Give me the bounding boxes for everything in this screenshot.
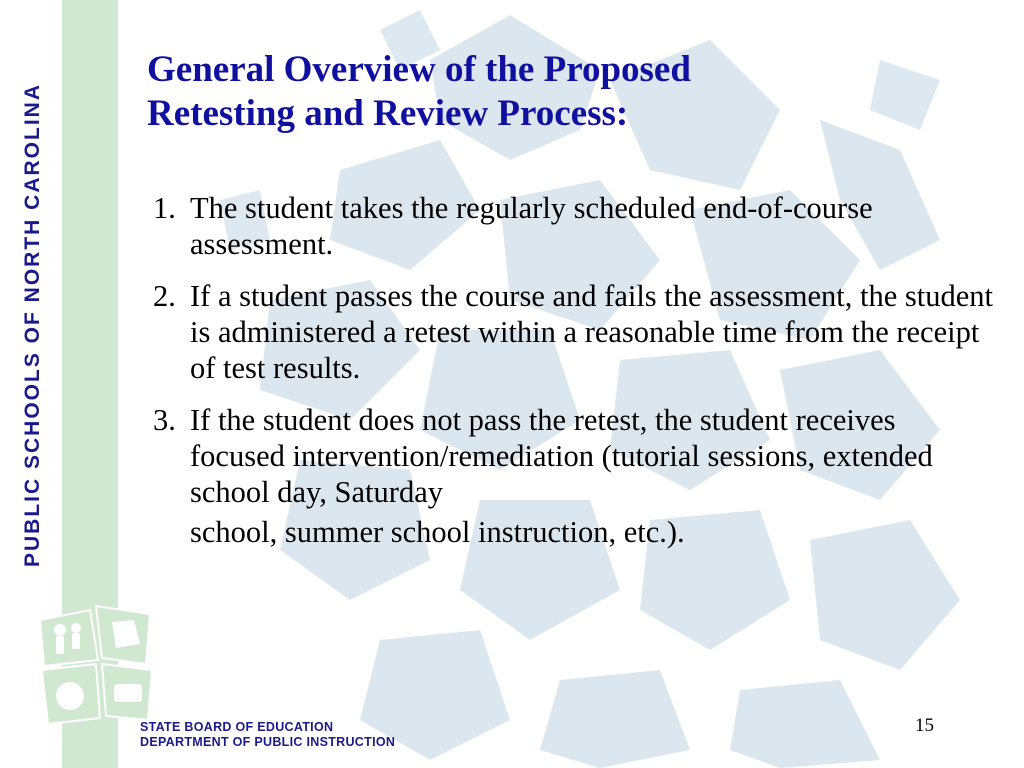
title-line-1: General Overview of the Proposed (147, 49, 691, 90)
footer-line-1: STATE BOARD OF EDUCATION (140, 720, 334, 734)
page-number: 15 (915, 715, 934, 736)
process-steps-list (153, 190, 993, 566)
step-item (153, 190, 993, 262)
step-number: 1. (153, 191, 176, 225)
footer-department (140, 720, 395, 750)
step-number: 3. (153, 403, 176, 437)
title-line-2: Retesting and Review Process: (147, 93, 629, 134)
organization-name: PUBLIC SCHOOLS OF NORTH CAROLINA (21, 83, 44, 567)
step-text: If the student does not pass the retest, the student receives focused intervention/remediation (tutorial sessions, extended school day, Saturday (190, 403, 933, 509)
slide-title (147, 48, 967, 136)
step-text: If a student passes the course and fails the assessment, the student is administered a retest within a reasonable time from the receipt of test results. (190, 279, 993, 385)
step-item (153, 402, 993, 550)
step-number: 2. (153, 279, 176, 313)
step-text: The student takes the regularly scheduled end-of-course assessment. (190, 191, 873, 261)
step-item (153, 278, 993, 386)
school-activities-logo (30, 600, 162, 732)
footer-line-2: DEPARTMENT OF PUBLIC INSTRUCTION (140, 735, 396, 749)
step-text-last-line: school, summer school instruction, etc.). (190, 515, 685, 549)
